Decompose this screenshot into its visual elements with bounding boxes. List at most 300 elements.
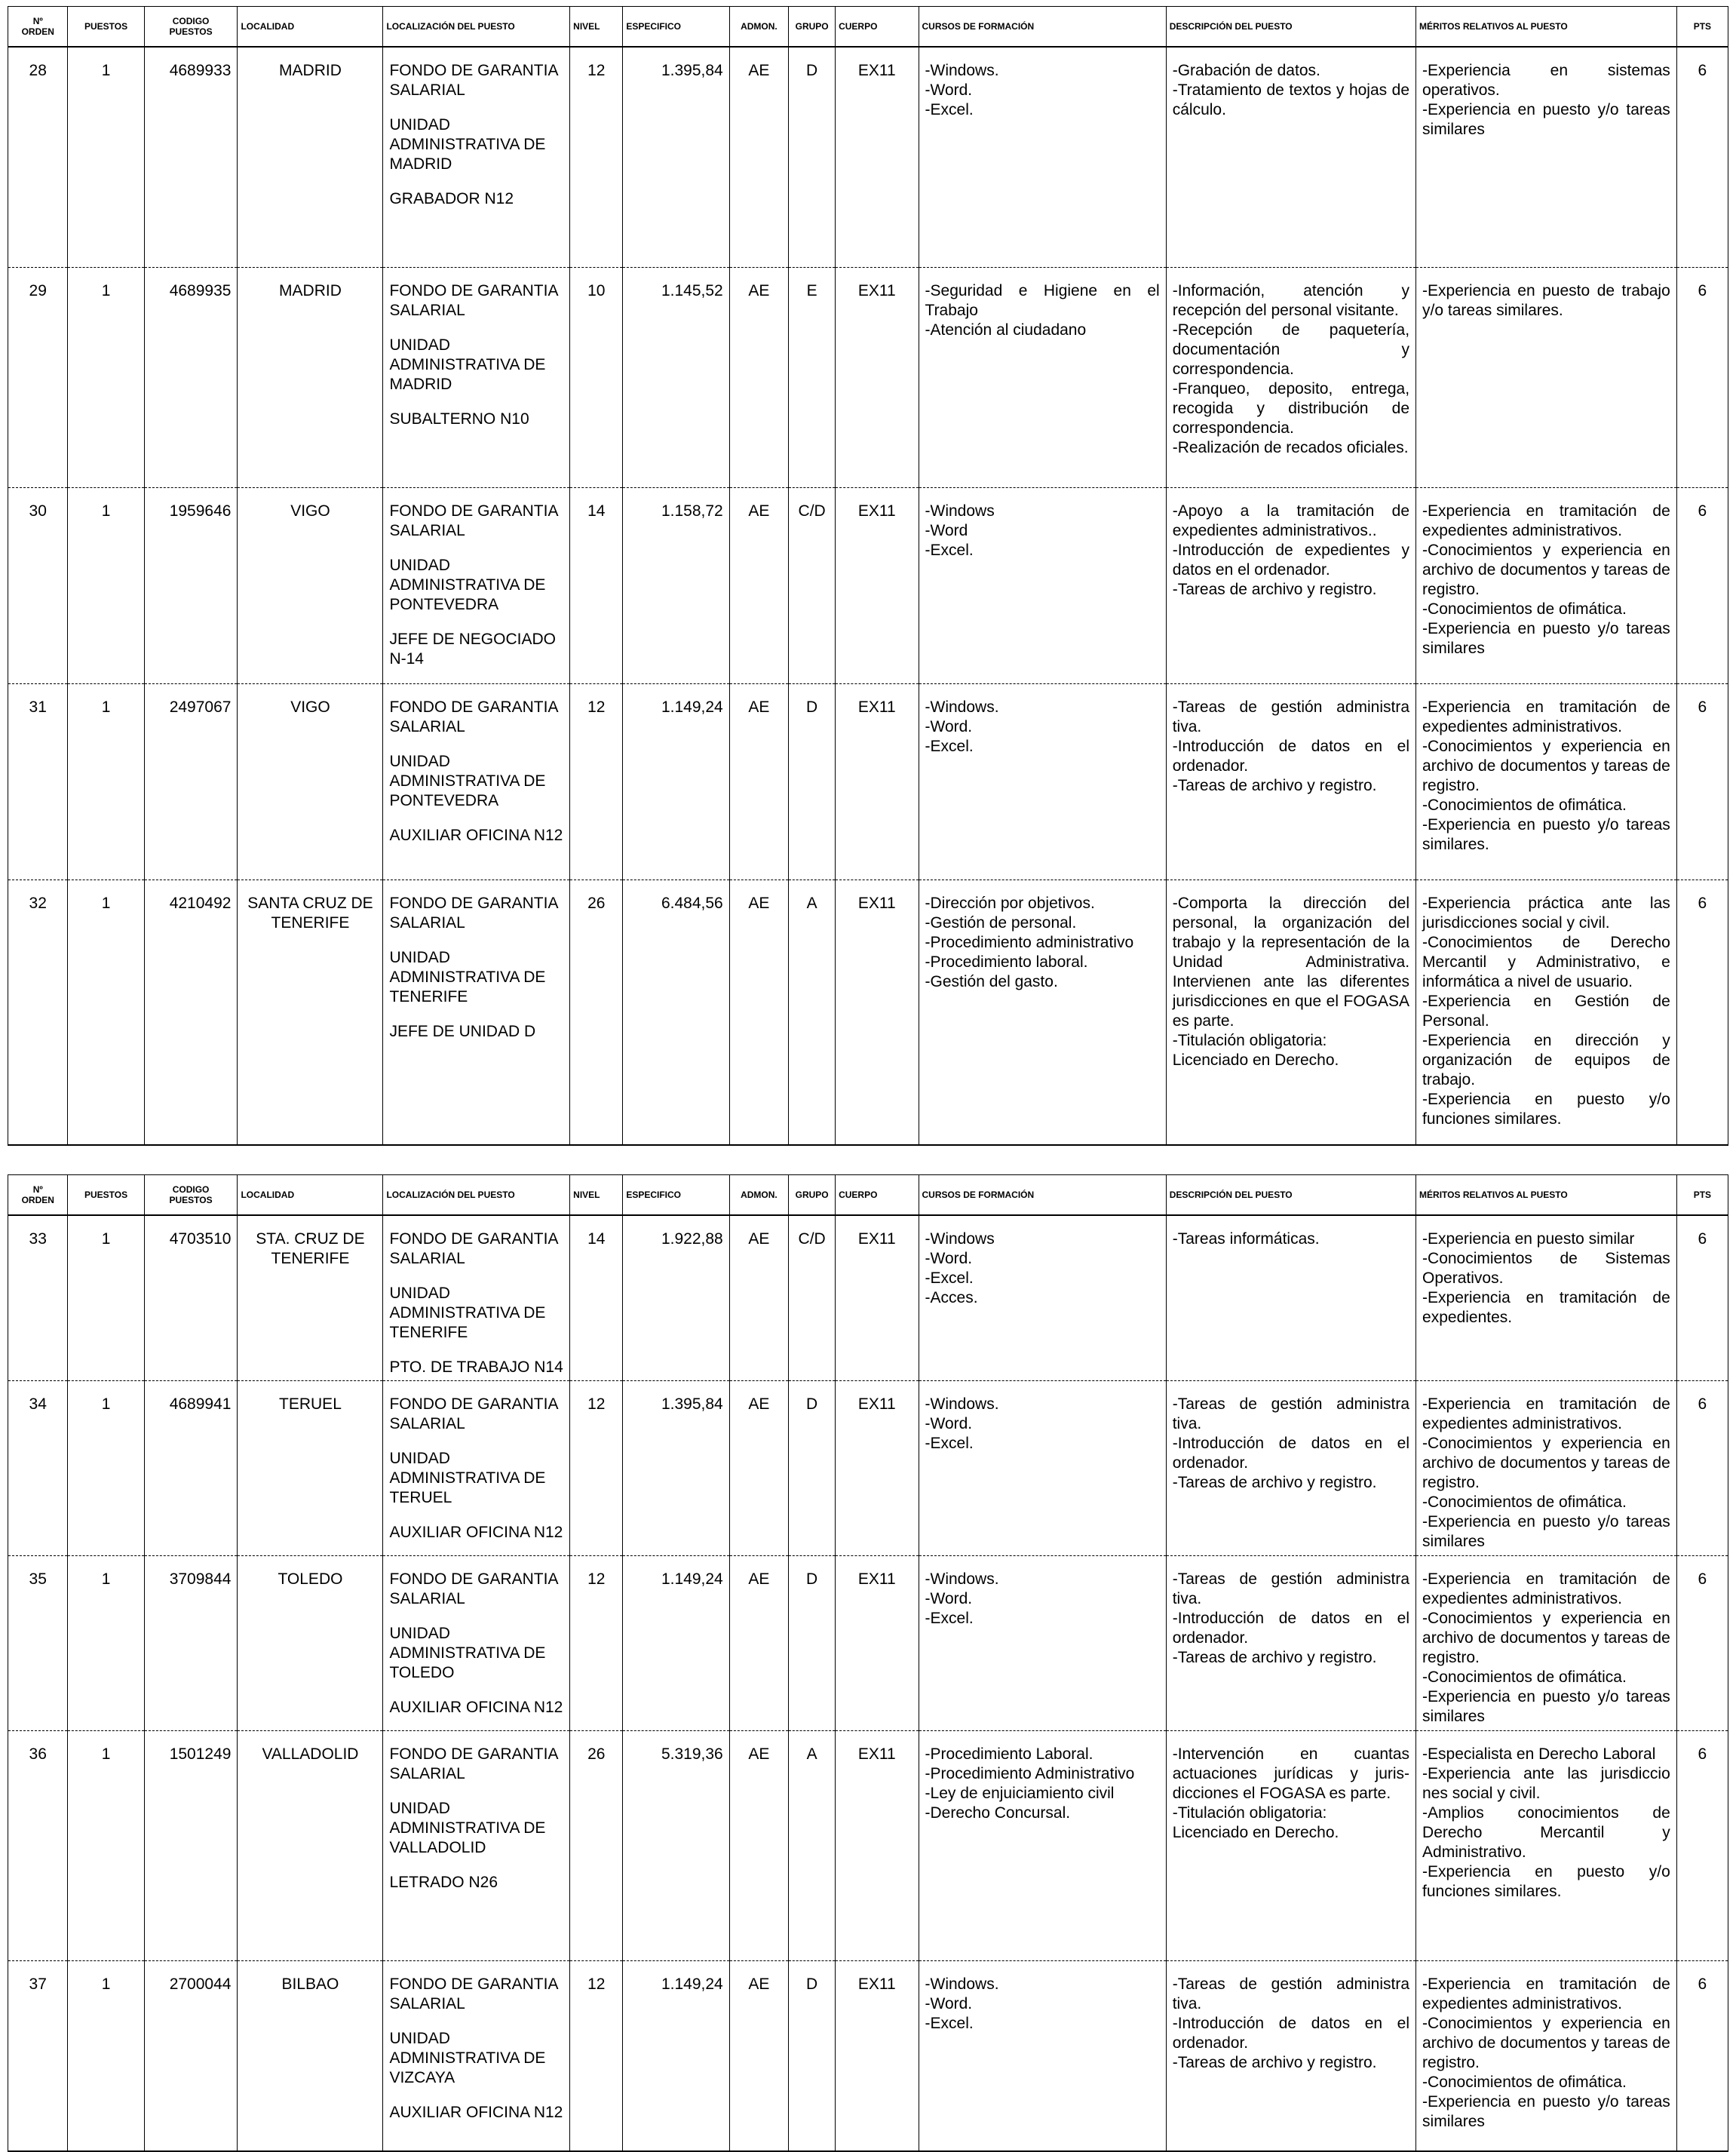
nivel-cell: 12 [570, 1556, 623, 1731]
localizacion-line: JEFE DE UNIDAD D [389, 1022, 536, 1040]
especifico-cell: 1.395,84 [623, 1381, 729, 1556]
orden-cell: 37 [8, 1961, 68, 2151]
grupo-cell: D [789, 1381, 836, 1556]
cursos-cell [919, 1961, 1166, 2151]
header-localizacion: LOCALIZACIÓN DEL PUESTO [383, 7, 570, 48]
localidad-cell: SANTA CRUZ DE TENERIFE [238, 880, 383, 1145]
localizacion-line: FONDO DE GARANTIA SALARIAL [389, 1975, 558, 2012]
table-row [8, 1381, 1728, 1556]
cursos-item: -Excel. [925, 1269, 974, 1287]
header-row [8, 7, 1728, 48]
meritos-cell [1416, 267, 1677, 487]
cursos-item: -Procedimiento Laboral. [925, 1745, 1093, 1763]
meritos-item: -Especialista en Derecho Laboral [1422, 1745, 1656, 1763]
nivel-cell: 12 [570, 1961, 623, 2151]
cursos-item: -Atención al ciudadano [925, 321, 1087, 339]
meritos-item: -Experiencia práctica ante las jurisdicciones social y civil. [1422, 894, 1670, 932]
localizacion-line: PTO. DE TRABAJO N14 [389, 1358, 563, 1376]
descripcion-item: -Introducción de datos en el ordenador. [1172, 2015, 1410, 2052]
descripcion-cell [1166, 1215, 1415, 1381]
localidad-cell: VALLADOLID [238, 1731, 383, 1961]
puestos-cell: 1 [68, 1215, 144, 1381]
descripcion-item: -Recepción de paquetería, documentación y correspondencia. [1172, 321, 1410, 378]
especifico-cell: 1.145,52 [623, 267, 729, 487]
nivel-cell: 14 [570, 1215, 623, 1381]
meritos-item: -Conocimientos de ofimática. [1422, 2074, 1627, 2091]
codigo-cell: 4689933 [144, 47, 238, 267]
localizacion-cell [383, 47, 570, 267]
meritos-item: -Conocimientos y experiencia en archivo de documentos y tareas de registro. [1422, 1435, 1670, 1491]
cuerpo-cell: EX11 [836, 1731, 919, 1961]
cursos-item: -Word. [925, 717, 973, 735]
puestos-cell: 1 [68, 267, 144, 487]
localizacion-line: GRABADOR N12 [389, 190, 514, 207]
table-body [8, 47, 1728, 1145]
header-meritos: MÉRITOS RELATIVOS AL PUESTO [1416, 1175, 1677, 1216]
nivel-cell: 26 [570, 1731, 623, 1961]
descripcion-item: -Tratamiento de textos y hojas de cálculo. [1172, 81, 1410, 118]
localizacion-line: UNIDAD ADMINISTRATIVA DE PONTEVEDRA [389, 556, 546, 613]
header-codigo [144, 1175, 238, 1216]
cursos-item: -Windows. [925, 1570, 999, 1588]
header-descripcion: DESCRIPCIÓN DEL PUESTO [1166, 7, 1415, 48]
pts-cell: 6 [1676, 1215, 1728, 1381]
localidad-cell: TOLEDO [238, 1556, 383, 1731]
table-row [8, 487, 1728, 683]
cuerpo-cell: EX11 [836, 487, 919, 683]
cursos-item: -Acces. [925, 1289, 978, 1306]
admon-cell: AE [729, 1556, 788, 1731]
codigo-cell: 3709844 [144, 1556, 238, 1731]
localizacion-line: FONDO DE GARANTIA SALARIAL [389, 1395, 558, 1432]
cursos-cell [919, 267, 1166, 487]
cursos-item: -Ley de enjuiciamiento civil [925, 1785, 1115, 1802]
localizacion-cell [383, 487, 570, 683]
localizacion-line: FONDO DE GARANTIA SALARIAL [389, 1230, 558, 1267]
grupo-cell: A [789, 1731, 836, 1961]
header-pts: PTS [1676, 1175, 1728, 1216]
cursos-item: -Procedimiento administrativo [925, 933, 1134, 951]
meritos-cell [1416, 487, 1677, 683]
header-cuerpo: CUERPO [836, 7, 919, 48]
descripcion-item: Licenciado en Derecho. [1172, 1824, 1339, 1841]
table-row [8, 47, 1728, 267]
header-cursos: CURSOS DE FORMACIÓN [919, 1175, 1166, 1216]
meritos-item: -Experiencia en tramitación de expedientes administrativos. [1422, 1570, 1670, 1607]
meritos-item: -Experiencia en tramitación de expedientes administrativos. [1422, 1395, 1670, 1432]
meritos-item: -Amplios conocimientos de Derecho Mercantil y Administrativo. [1422, 1804, 1670, 1861]
especifico-cell: 1.395,84 [623, 47, 729, 267]
grupo-cell: D [789, 47, 836, 267]
descripcion-item: -Tareas de gestión administra tiva. [1172, 1975, 1410, 2012]
localizacion-line: SUBALTERNO N10 [389, 410, 529, 428]
puestos-cell: 1 [68, 1961, 144, 2151]
descripcion-cell [1166, 683, 1415, 880]
grupo-cell: E [789, 267, 836, 487]
meritos-item: -Conocimientos de ofimática. [1422, 796, 1627, 814]
localizacion-line: FONDO DE GARANTIA SALARIAL [389, 1745, 558, 1782]
especifico-cell: 1.158,72 [623, 487, 729, 683]
descripcion-item: -Tareas de archivo y registro. [1172, 776, 1377, 794]
header-grupo: GRUPO [789, 7, 836, 48]
cursos-item: -Excel. [925, 541, 974, 559]
header-orden-line1: Nº [32, 1184, 43, 1195]
codigo-cell: 1501249 [144, 1731, 238, 1961]
grupo-cell: C/D [789, 487, 836, 683]
nivel-cell: 26 [570, 880, 623, 1145]
especifico-cell: 1.149,24 [623, 1961, 729, 2151]
descripcion-item: -Tareas informáticas. [1172, 1230, 1320, 1248]
descripcion-cell [1166, 1731, 1415, 1961]
meritos-item: -Experiencia en tramitación de expedientes administrativos. [1422, 1975, 1670, 2012]
admon-cell: AE [729, 47, 788, 267]
descripcion-item: -Comporta la dirección del personal, la organización del trabajo y la representación de la Unidad Administrativa. Intervienen ante las diferentes jurisdicciones en que el FOGASA es parte. [1172, 894, 1410, 1030]
cuerpo-cell: EX11 [836, 267, 919, 487]
localizacion-line: FONDO DE GARANTIA SALARIAL [389, 62, 558, 99]
header-row [8, 1175, 1728, 1216]
puestos-cell: 1 [68, 487, 144, 683]
cursos-item: -Excel. [925, 1435, 974, 1452]
header-pts: PTS [1676, 7, 1728, 48]
meritos-cell [1416, 47, 1677, 267]
header-localidad: LOCALIDAD [238, 7, 383, 48]
meritos-cell [1416, 1961, 1677, 2151]
header-localizacion: LOCALIZACIÓN DEL PUESTO [383, 1175, 570, 1216]
header-grupo: GRUPO [789, 1175, 836, 1216]
localizacion-cell [383, 880, 570, 1145]
grupo-cell: C/D [789, 1215, 836, 1381]
header-puestos: PUESTOS [68, 1175, 144, 1216]
cursos-item: -Windows. [925, 1395, 999, 1413]
meritos-cell [1416, 880, 1677, 1145]
meritos-item: -Experiencia en puesto y/o funciones similares. [1422, 1863, 1670, 1900]
header-cursos: CURSOS DE FORMACIÓN [919, 7, 1166, 48]
codigo-cell: 1959646 [144, 487, 238, 683]
pts-cell: 6 [1676, 47, 1728, 267]
meritos-cell [1416, 1215, 1677, 1381]
header-codigo-line1: CODIGO [172, 16, 210, 26]
cursos-item: -Excel. [925, 1610, 974, 1627]
positions-table-top [8, 6, 1728, 1146]
meritos-item: -Conocimientos y experiencia en archivo de documentos y tareas de registro. [1422, 737, 1670, 794]
meritos-item: -Conocimientos de Derecho Mercantil y Administrativo, e informática a nivel de usuario. [1422, 933, 1670, 990]
meritos-item: -Conocimientos de ofimática. [1422, 1668, 1627, 1686]
descripcion-item: -Franqueo, deposito, entrega, recogida y distribución de correspondencia. [1172, 379, 1410, 437]
table-row [8, 267, 1728, 487]
cursos-item: -Word. [925, 1995, 973, 2012]
cuerpo-cell: EX11 [836, 47, 919, 267]
localizacion-cell [383, 683, 570, 880]
orden-cell: 29 [8, 267, 68, 487]
cursos-item: -Dirección por objetivos. [925, 894, 1095, 912]
pts-cell: 6 [1676, 487, 1728, 683]
header-codigo-line2: PUESTOS [169, 26, 213, 37]
cursos-item: -Procedimiento Administrativo [925, 1765, 1135, 1782]
nivel-cell: 12 [570, 1381, 623, 1556]
codigo-cell: 4703510 [144, 1215, 238, 1381]
especifico-cell: 1.149,24 [623, 1556, 729, 1731]
meritos-cell [1416, 1381, 1677, 1556]
table-row [8, 880, 1728, 1145]
header-orden-line1: Nº [32, 16, 43, 26]
admon-cell: AE [729, 267, 788, 487]
admon-cell: AE [729, 1215, 788, 1381]
descripcion-item: -Introducción de expedientes y datos en el ordenador. [1172, 541, 1410, 579]
admon-cell: AE [729, 1381, 788, 1556]
meritos-item: -Experiencia en Gestión de Personal. [1422, 992, 1670, 1030]
cursos-item: -Windows. [925, 1975, 999, 1993]
localizacion-line: FONDO DE GARANTIA SALARIAL [389, 698, 558, 735]
localizacion-line: AUXILIAR OFICINA N12 [389, 2104, 563, 2121]
table-body [8, 1215, 1728, 2151]
meritos-item: -Conocimientos y experiencia en archivo de documentos y tareas de registro. [1422, 541, 1670, 598]
pts-cell: 6 [1676, 880, 1728, 1145]
localizacion-cell [383, 1961, 570, 2151]
descripcion-item: Licenciado en Derecho. [1172, 1051, 1339, 1069]
meritos-item: -Experiencia en puesto y/o tareas similares. [1422, 815, 1670, 853]
meritos-item: -Experiencia en puesto similar [1422, 1230, 1635, 1248]
localidad-cell: VIGO [238, 487, 383, 683]
meritos-item: -Experiencia en tramitación de expedientes administrativos. [1422, 698, 1670, 735]
cursos-item: -Excel. [925, 101, 974, 118]
meritos-item: -Experiencia en puesto de trabajo y/o tareas similares. [1422, 281, 1670, 319]
admon-cell: AE [729, 1961, 788, 2151]
localizacion-line: UNIDAD ADMINISTRATIVA DE TENERIFE [389, 1285, 546, 1341]
localizacion-line: FONDO DE GARANTIA SALARIAL [389, 1570, 558, 1607]
pts-cell: 6 [1676, 1381, 1728, 1556]
localizacion-line: FONDO DE GARANTIA SALARIAL [389, 894, 558, 932]
descripcion-item: -Introducción de datos en el ordenador. [1172, 737, 1410, 775]
admon-cell: AE [729, 880, 788, 1145]
pts-cell: 6 [1676, 1961, 1728, 2151]
grupo-cell: A [789, 880, 836, 1145]
header-especifico: ESPECIFICO [623, 1175, 729, 1216]
cursos-item: -Windows [925, 502, 995, 520]
table-row [8, 1731, 1728, 1961]
cuerpo-cell: EX11 [836, 1381, 919, 1556]
meritos-item: -Experiencia en puesto y/o tareas similares [1422, 2093, 1670, 2130]
meritos-item: -Conocimientos de ofimática. [1422, 600, 1627, 618]
header-descripcion: DESCRIPCIÓN DEL PUESTO [1166, 1175, 1415, 1216]
especifico-cell: 1.922,88 [623, 1215, 729, 1381]
descripcion-item: -Tareas de gestión administra tiva. [1172, 698, 1410, 735]
orden-cell: 36 [8, 1731, 68, 1961]
header-especifico: ESPECIFICO [623, 7, 729, 48]
descripcion-item: -Grabación de datos. [1172, 62, 1320, 79]
cursos-item: -Word. [925, 1590, 973, 1607]
orden-cell: 30 [8, 487, 68, 683]
orden-cell: 34 [8, 1381, 68, 1556]
header-orden-line2: ORDEN [21, 26, 54, 37]
header-orden [8, 7, 68, 48]
codigo-cell: 4689935 [144, 267, 238, 487]
descripcion-cell [1166, 1381, 1415, 1556]
especifico-cell: 6.484,56 [623, 880, 729, 1145]
cursos-cell [919, 1556, 1166, 1731]
grupo-cell: D [789, 683, 836, 880]
pts-cell: 6 [1676, 683, 1728, 880]
grupo-cell: D [789, 1556, 836, 1731]
grupo-cell: D [789, 1961, 836, 2151]
header-cuerpo: CUERPO [836, 1175, 919, 1216]
orden-cell: 31 [8, 683, 68, 880]
codigo-cell: 4210492 [144, 880, 238, 1145]
descripcion-cell [1166, 47, 1415, 267]
cursos-cell [919, 1381, 1166, 1556]
cursos-item: -Windows. [925, 62, 999, 79]
orden-cell: 35 [8, 1556, 68, 1731]
localizacion-cell [383, 1381, 570, 1556]
meritos-item: -Conocimientos y experiencia en archivo de documentos y tareas de registro. [1422, 1610, 1670, 1666]
cursos-cell [919, 1215, 1166, 1381]
codigo-cell: 2700044 [144, 1961, 238, 2151]
cuerpo-cell: EX11 [836, 1556, 919, 1731]
cursos-item: -Gestión del gasto. [925, 972, 1058, 990]
table-row [8, 1961, 1728, 2151]
meritos-item: -Experiencia en puesto y/o tareas similares [1422, 619, 1670, 657]
cursos-item: -Word. [925, 1250, 973, 1267]
cursos-cell [919, 1731, 1166, 1961]
localizacion-line: JEFE DE NEGOCIADO N-14 [389, 630, 556, 668]
descripcion-cell [1166, 880, 1415, 1145]
descripcion-item: -Tareas de gestión administra tiva. [1172, 1570, 1410, 1607]
localidad-cell: MADRID [238, 47, 383, 267]
meritos-cell [1416, 1556, 1677, 1731]
cursos-item: -Excel. [925, 737, 974, 755]
localizacion-line: UNIDAD ADMINISTRATIVA DE TERUEL [389, 1450, 546, 1506]
descripcion-item: -Tareas de archivo y registro. [1172, 2054, 1377, 2071]
pts-cell: 6 [1676, 267, 1728, 487]
cursos-item: -Derecho Concursal. [925, 1804, 1071, 1822]
descripcion-item: -Titulación obligatoria: [1172, 1031, 1327, 1049]
meritos-item: -Experiencia en tramitación de expedientes. [1422, 1289, 1670, 1326]
header-admon: ADMON. [729, 1175, 788, 1216]
descripcion-cell [1166, 1961, 1415, 2151]
cursos-item: -Word [925, 521, 968, 539]
descripcion-cell [1166, 1556, 1415, 1731]
meritos-item: -Experiencia en puesto y/o tareas similares [1422, 1688, 1670, 1725]
descripcion-item: -Tareas de archivo y registro. [1172, 580, 1377, 598]
descripcion-item: -Intervención en cuantas actuaciones jurídicas y juris-dicciones el FOGASA es parte. [1172, 1745, 1410, 1802]
localizacion-line: AUXILIAR OFICINA N12 [389, 1699, 563, 1716]
nivel-cell: 12 [570, 683, 623, 880]
codigo-cell: 4689941 [144, 1381, 238, 1556]
localizacion-line: AUXILIAR OFICINA N12 [389, 1524, 563, 1541]
localizacion-line: UNIDAD ADMINISTRATIVA DE TOLEDO [389, 1625, 546, 1681]
cursos-cell [919, 880, 1166, 1145]
localidad-cell: VIGO [238, 683, 383, 880]
cuerpo-cell: EX11 [836, 880, 919, 1145]
cuerpo-cell: EX11 [836, 683, 919, 880]
meritos-cell [1416, 1731, 1677, 1961]
localizacion-line: LETRADO N26 [389, 1874, 498, 1891]
descripcion-item: -Apoyo a la tramitación de expedientes administrativos.. [1172, 502, 1410, 539]
especifico-cell: 1.149,24 [623, 683, 729, 880]
header-codigo-line1: CODIGO [172, 1184, 210, 1195]
cuerpo-cell: EX11 [836, 1215, 919, 1381]
puestos-cell: 1 [68, 880, 144, 1145]
orden-cell: 33 [8, 1215, 68, 1381]
meritos-item: -Experiencia en tramitación de expedientes administrativos. [1422, 502, 1670, 539]
localizacion-cell [383, 1556, 570, 1731]
meritos-cell [1416, 683, 1677, 880]
header-codigo-line2: PUESTOS [169, 1195, 213, 1205]
header-orden-line2: ORDEN [21, 1195, 54, 1205]
localidad-cell: BILBAO [238, 1961, 383, 2151]
meritos-item: -Experiencia en sistemas operativos. [1422, 62, 1670, 99]
codigo-cell: 2497067 [144, 683, 238, 880]
admon-cell: AE [729, 1731, 788, 1961]
meritos-item: -Conocimientos de ofimática. [1422, 1494, 1627, 1511]
cursos-item: -Excel. [925, 2015, 974, 2032]
cursos-item: -Word. [925, 81, 973, 99]
localizacion-cell [383, 267, 570, 487]
header-puestos: PUESTOS [68, 7, 144, 48]
localizacion-line: FONDO DE GARANTIA SALARIAL [389, 281, 558, 319]
puestos-cell: 1 [68, 1381, 144, 1556]
meritos-item: -Experiencia ante las jurisdiccio nes social y civil. [1422, 1765, 1670, 1802]
nivel-cell: 14 [570, 487, 623, 683]
cursos-item: -Gestión de personal. [925, 913, 1077, 932]
header-nivel: NIVEL [570, 1175, 623, 1216]
nivel-cell: 12 [570, 47, 623, 267]
cursos-cell [919, 683, 1166, 880]
table-row [8, 683, 1728, 880]
header-orden [8, 1175, 68, 1216]
localizacion-cell [383, 1731, 570, 1961]
meritos-item: -Conocimientos y experiencia en archivo de documentos y tareas de registro. [1422, 2015, 1670, 2071]
descripcion-cell [1166, 267, 1415, 487]
meritos-item: -Experiencia en dirección y organización de equipos de trabajo. [1422, 1031, 1670, 1088]
especifico-cell: 5.319,36 [623, 1731, 729, 1961]
descripcion-item: -Tareas de gestión administra tiva. [1172, 1395, 1410, 1432]
header-localidad: LOCALIDAD [238, 1175, 383, 1216]
puestos-cell: 1 [68, 683, 144, 880]
cursos-item: -Windows. [925, 698, 999, 716]
descripcion-item: -Titulación obligatoria: [1172, 1804, 1327, 1822]
cuerpo-cell: EX11 [836, 1961, 919, 2151]
puestos-cell: 1 [68, 1731, 144, 1961]
meritos-item: -Experiencia en puesto y/o funciones similares. [1422, 1090, 1670, 1128]
puestos-cell: 1 [68, 47, 144, 267]
table-row [8, 1556, 1728, 1731]
meritos-item: -Experiencia en puesto y/o tareas similares [1422, 101, 1670, 138]
cursos-item: -Windows [925, 1230, 995, 1248]
cursos-item: -Word. [925, 1415, 973, 1432]
descripcion-item: -Información, atención y recepción del personal visitante. [1172, 281, 1410, 319]
cursos-item: -Procedimiento laboral. [925, 953, 1088, 971]
localidad-cell: MADRID [238, 267, 383, 487]
orden-cell: 32 [8, 880, 68, 1145]
descripcion-item: -Tareas de archivo y registro. [1172, 1649, 1377, 1666]
localizacion-cell [383, 1215, 570, 1381]
descripcion-item: -Tareas de archivo y registro. [1172, 1474, 1377, 1491]
puestos-cell: 1 [68, 1556, 144, 1731]
nivel-cell: 10 [570, 267, 623, 487]
pts-cell: 6 [1676, 1731, 1728, 1961]
localizacion-line: FONDO DE GARANTIA SALARIAL [389, 502, 558, 539]
header-nivel: NIVEL [570, 7, 623, 48]
orden-cell: 28 [8, 47, 68, 267]
localidad-cell: TERUEL [238, 1381, 383, 1556]
admon-cell: AE [729, 487, 788, 683]
descripcion-cell [1166, 487, 1415, 683]
positions-table-bottom [8, 1174, 1728, 2152]
descripcion-item: -Introducción de datos en el ordenador. [1172, 1435, 1410, 1472]
descripcion-item: -Realización de recados oficiales. [1172, 438, 1409, 456]
descripcion-item: -Introducción de datos en el ordenador. [1172, 1610, 1410, 1647]
header-meritos: MÉRITOS RELATIVOS AL PUESTO [1416, 7, 1677, 48]
